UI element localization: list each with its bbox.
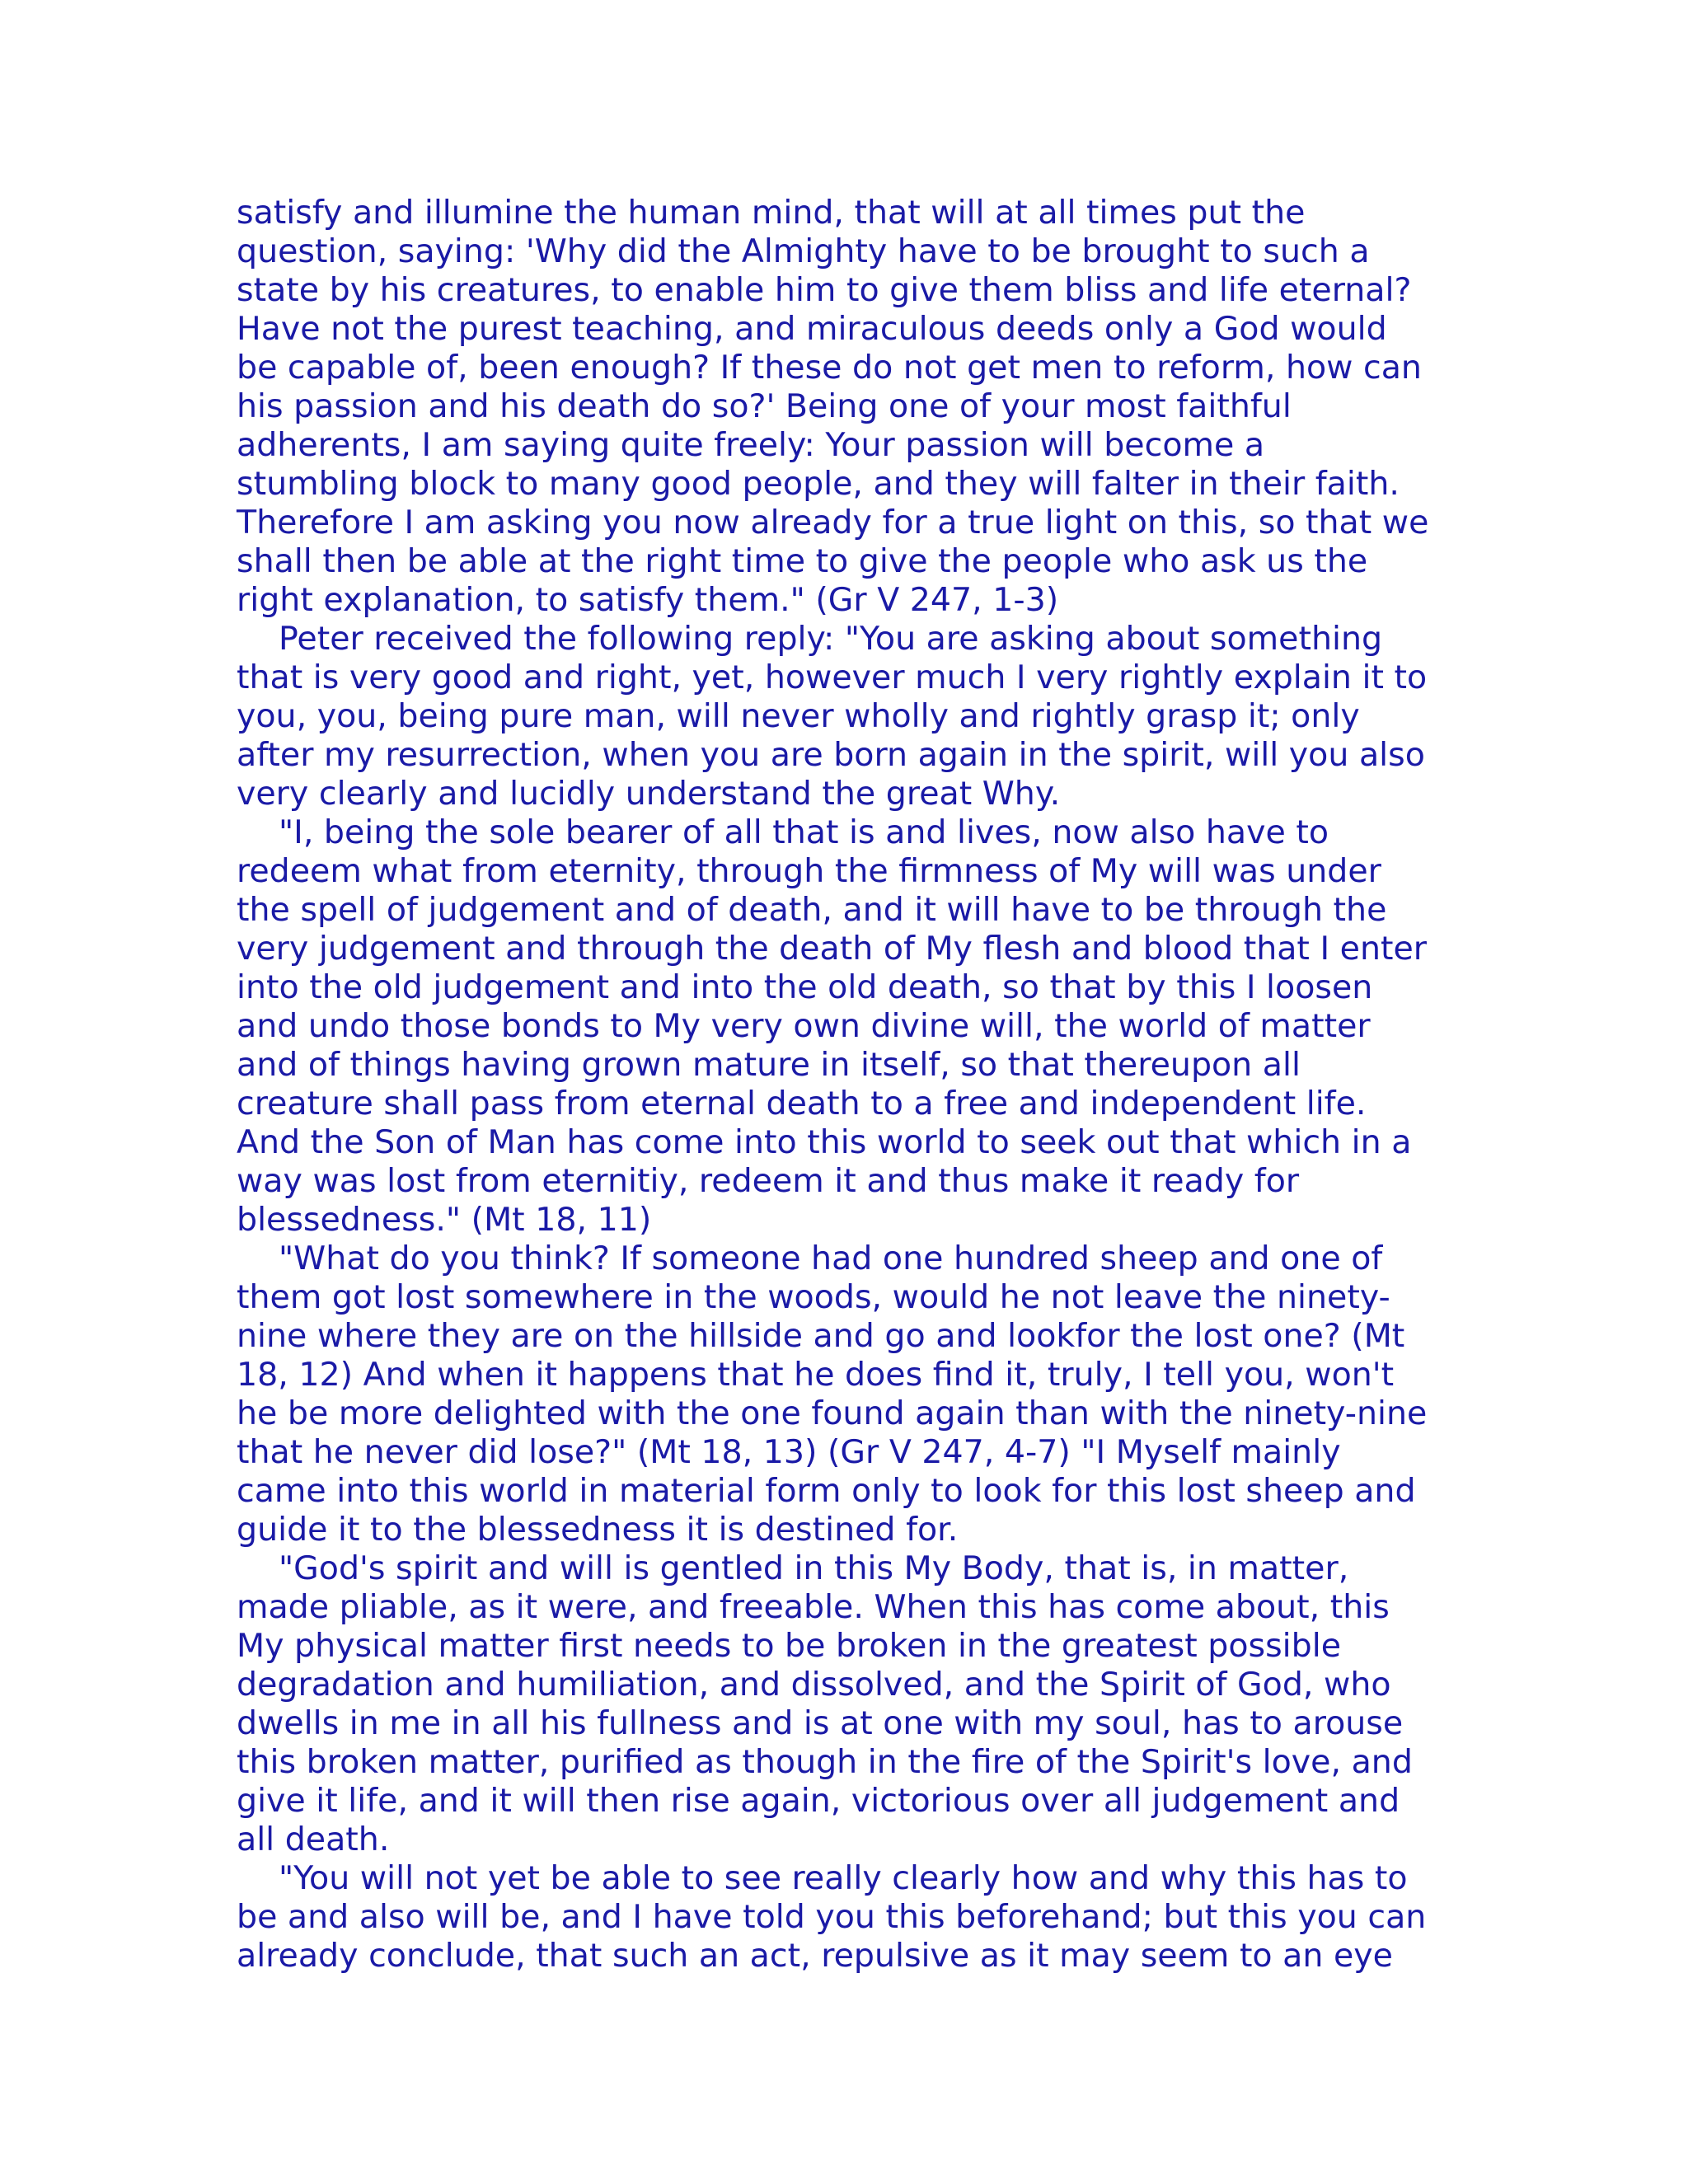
text-line: My physical matter first needs to be broken in the greatest possible <box>237 1627 1341 1665</box>
text-line: this broken matter, purified as though in the fire of the Spirit's love, and <box>237 1743 1413 1781</box>
text-line: and of things having grown mature in itself, so that thereupon all <box>237 1046 1301 1084</box>
text-line: question, saying: 'Why did the Almighty have to be brought to such a <box>237 232 1370 270</box>
text-line: way was lost from eternitiy, redeem it and thus make it ready for <box>237 1162 1300 1200</box>
text-line: be capable of, been enough? If these do not get men to reform, how can <box>237 349 1422 387</box>
text-line: state by his creatures, to enable him to give them bliss and life eternal? <box>237 271 1412 309</box>
text-line: stumbling block to many good people, and they will falter in their faith. <box>237 465 1400 503</box>
text-line: satisfy and illumine the human mind, that will at all times put the <box>237 194 1306 232</box>
text-line: guide it to the blessedness it is destined for. <box>237 1511 959 1549</box>
text-line: Peter received the following reply: "You are asking about something <box>279 620 1383 658</box>
text-line: you, you, being pure man, will never wholly and rightly grasp it; only <box>237 697 1360 735</box>
text-line: already conclude, that such an act, repulsive as it may seem to an eye <box>237 1937 1393 1975</box>
text-line: "I, being the sole bearer of all that is and lives, now also have to <box>279 813 1329 851</box>
text-line: and undo those bonds to My very own divine will, the world of matter <box>237 1007 1371 1045</box>
text-line: right explanation, to satisfy them." (Gr V 247, 1-3) <box>237 581 1059 619</box>
text-line: degradation and humiliation, and dissolved, and the Spirit of God, who <box>237 1666 1391 1704</box>
text-line: creature shall pass from eternal death to a free and independent life. <box>237 1085 1367 1122</box>
text-line: came into this world in material form only to look for this lost sheep and <box>237 1472 1416 1510</box>
text-line: dwells in me in all his fullness and is at one with my soul, has to arouse <box>237 1704 1404 1742</box>
text-line: Have not the purest teaching, and miraculous deeds only a God would <box>237 310 1387 348</box>
text-line: adherents, I am saying quite freely: Your passion will become a <box>237 426 1265 464</box>
text-line: be and also will be, and I have told you this beforehand; but this you can <box>237 1898 1427 1936</box>
text-line: that is very good and right, yet, however much I very rightly explain it to <box>237 658 1428 696</box>
text-line: And the Son of Man has come into this world to seek out that which in a <box>237 1123 1412 1161</box>
text-line: after my resurrection, when you are born again in the spirit, will you also <box>237 736 1425 774</box>
text-line: he be more delighted with the one found again than with the ninety-nine <box>237 1394 1428 1432</box>
text-line: very judgement and through the death of My flesh and blood that I enter <box>237 930 1428 968</box>
text-line: "God's spirit and will is gentled in this My Body, that is, in matter, <box>279 1549 1349 1587</box>
text-line: blessedness." (Mt 18, 11) <box>237 1201 652 1239</box>
text-line: shall then be able at the right time to give the people who ask us the <box>237 542 1368 580</box>
text-line: his passion and his death do so?' Being one of your most faithful <box>237 387 1292 425</box>
text-line: all death. <box>237 1821 390 1858</box>
text-line: very clearly and lucidly understand the great Why. <box>237 775 1061 813</box>
text-line: "You will not yet be able to see really clearly how and why this has to <box>279 1859 1408 1897</box>
text-line: them got lost somewhere in the woods, would he not leave the ninety- <box>237 1278 1390 1316</box>
text-line: "What do you think? If someone had one hundred sheep and one of <box>279 1240 1383 1277</box>
text-line: into the old judgement and into the old death, so that by this I loosen <box>237 968 1373 1006</box>
text-line: redeem what from eternity, through the firmness of My will was under <box>237 852 1381 890</box>
text-line: the spell of judgement and of death, and it will have to be through the <box>237 891 1387 929</box>
body-text <box>237 194 1473 1975</box>
text-line: Therefore I am asking you now already for a true light on this, so that we <box>237 504 1429 541</box>
text-line: nine where they are on the hillside and go and lookfor the lost one? (Mt <box>237 1317 1405 1355</box>
text-line: made pliable, as it were, and freeable. When this has come about, this <box>237 1588 1390 1626</box>
text-line: 18, 12) And when it happens that he does find it, truly, I tell you, won't <box>237 1356 1395 1394</box>
text-line: give it life, and it will then rise again, victorious over all judgement and <box>237 1782 1400 1820</box>
text-line: that he never did lose?" (Mt 18, 13) (Gr V 247, 4-7) "I Myself mainly <box>237 1433 1341 1471</box>
